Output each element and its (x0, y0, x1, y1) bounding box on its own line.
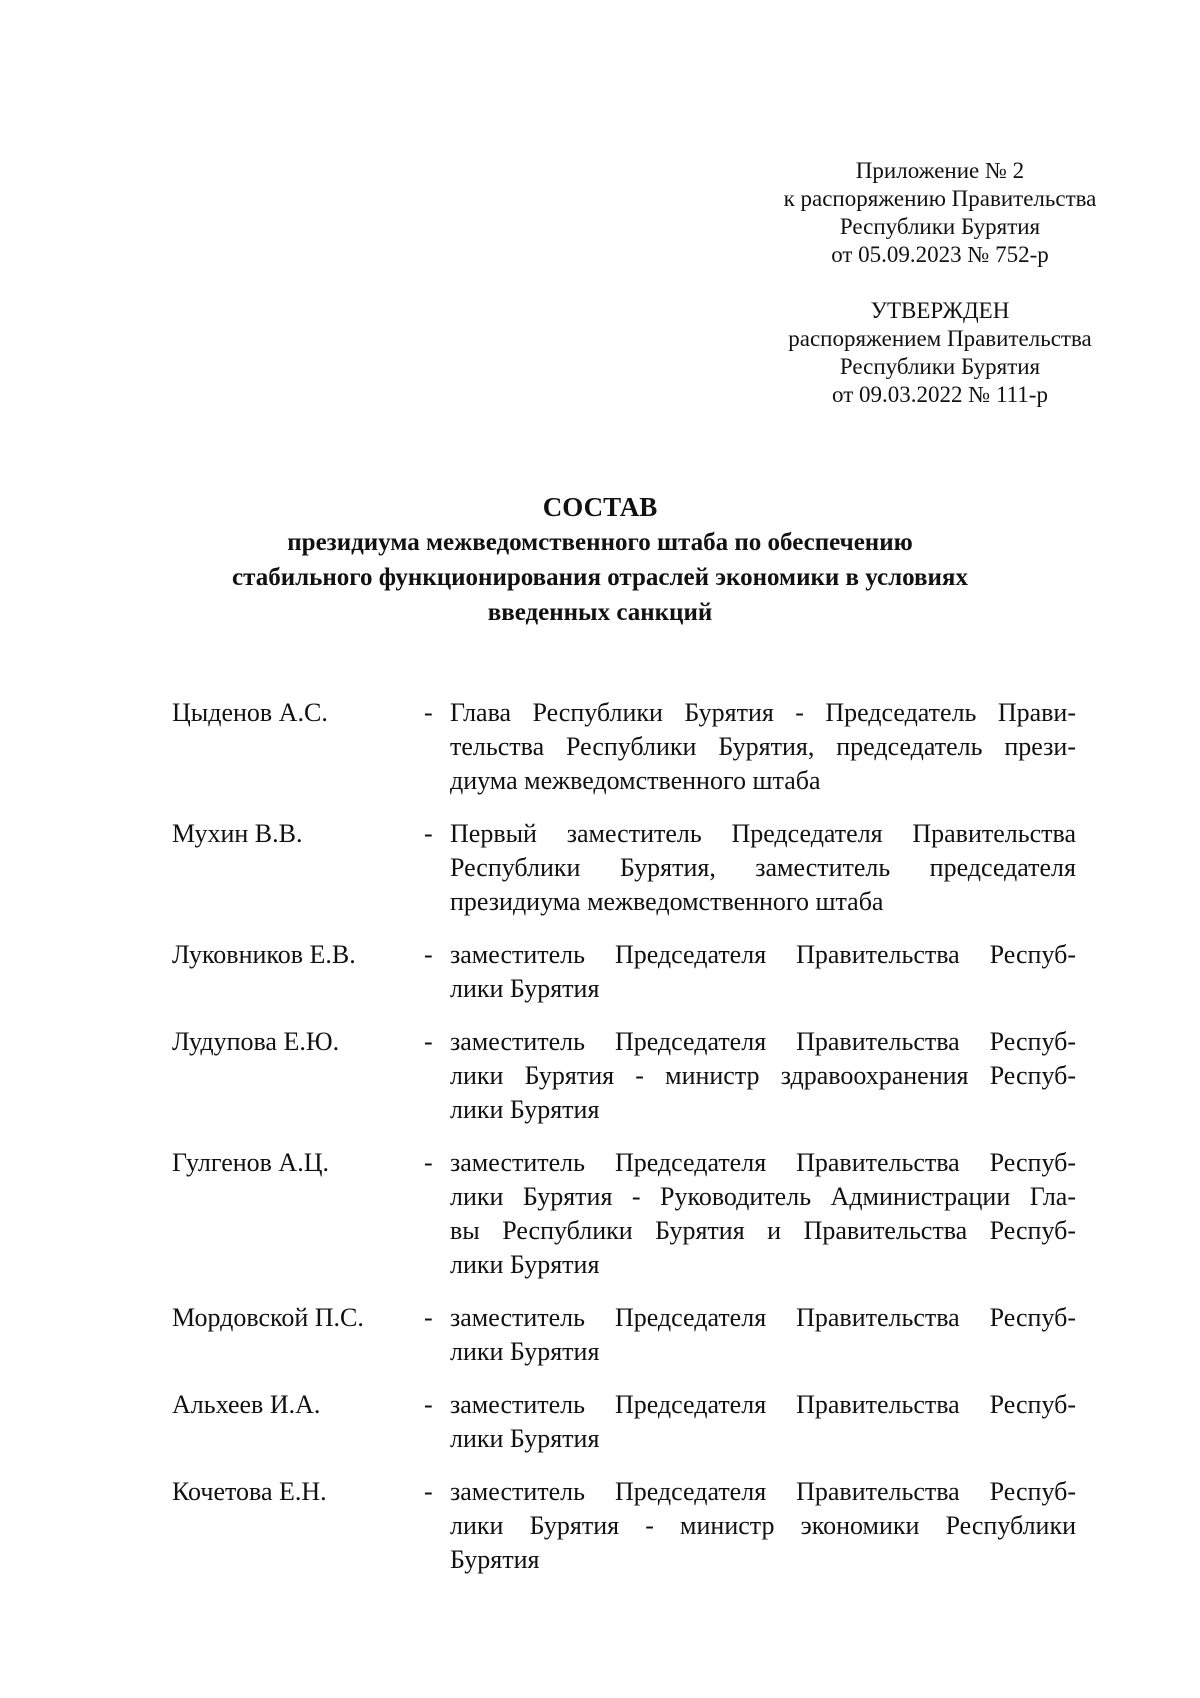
member-name: Цыденов А.С. (172, 698, 328, 727)
member-name: Луковников Е.В. (172, 940, 356, 969)
member-dash: - (424, 1148, 433, 1177)
member-name: Гулгенов А.Ц. (172, 1148, 329, 1177)
appendix-line: Приложение № 2 (855, 158, 1025, 183)
member-position (450, 817, 1076, 919)
member-dash: - (424, 940, 433, 969)
position-line: заместитель Председателя Правительства Респуб- (450, 1148, 1076, 1177)
member-position (450, 1388, 1076, 1456)
title-line: президиума межведомственного штаба по обеспечению (287, 529, 913, 556)
member-position (450, 696, 1076, 798)
member-row (172, 696, 1076, 798)
member-row (172, 1475, 1076, 1577)
position-line: Республики Бурятия, заместитель председателя (450, 853, 1076, 882)
approved-line: Республики Бурятия (839, 354, 1041, 379)
member-dash: - (424, 1303, 433, 1332)
position-line: Глава Республики Бурятия - Председатель Прави- (450, 698, 1076, 727)
appendix-line: Республики Бурятия (839, 214, 1041, 239)
member-name: Лудупова Е.Ю. (172, 1027, 340, 1056)
position-line: лики Бурятия (450, 1250, 600, 1279)
member-position (450, 938, 1076, 1006)
position-line: тельства Республики Бурятия, председатель прези- (450, 732, 1076, 761)
approved-line: распоряжением Правительства (788, 326, 1092, 351)
title-line: стабильного функционирования отраслей экономики в условиях (232, 564, 968, 591)
appendix-line: к распоряжению Правительства (783, 186, 1097, 211)
member-name: Мухин В.В. (172, 819, 303, 848)
position-line: заместитель Председателя Правительства Респуб- (450, 1477, 1076, 1506)
member-row (172, 1388, 1076, 1456)
appendix-reference (700, 157, 1180, 409)
position-line: заместитель Председателя Правительства Респуб- (450, 1390, 1076, 1419)
position-line: лики Бурятия - Руководитель Администрации Гла- (450, 1182, 1076, 1211)
member-dash: - (424, 1390, 433, 1419)
position-line: Бурятия (450, 1545, 540, 1574)
document-title (100, 490, 1100, 630)
position-line: лики Бурятия (450, 1424, 600, 1453)
position-line: заместитель Председателя Правительства Респуб- (450, 1027, 1076, 1056)
position-line: президиума межведомственного штаба (450, 887, 884, 916)
member-position (450, 1301, 1076, 1369)
member-name: Кочетова Е.Н. (172, 1477, 327, 1506)
member-row (172, 1025, 1076, 1127)
member-dash: - (424, 819, 433, 848)
position-line: лики Бурятия (450, 974, 600, 1003)
title-line: введенных санкций (487, 599, 713, 626)
position-line: лики Бурятия (450, 1337, 600, 1366)
position-line: вы Республики Бурятия и Правительства Респуб- (450, 1216, 1076, 1245)
member-dash: - (424, 1477, 433, 1506)
member-position (450, 1475, 1076, 1577)
position-line: Первый заместитель Председателя Правительства (450, 819, 1076, 848)
appendix-line: от 05.09.2023 № 752-р (831, 242, 1049, 267)
position-line: заместитель Председателя Правительства Респуб- (450, 940, 1076, 969)
member-dash: - (424, 698, 433, 727)
member-name: Альхеев И.А. (172, 1390, 321, 1419)
members-list (172, 696, 1076, 1577)
member-name: Мордовской П.С. (172, 1303, 364, 1332)
position-line: лики Бурятия (450, 1095, 600, 1124)
position-line: заместитель Председателя Правительства Респуб- (450, 1303, 1076, 1332)
approved-stamp-block (700, 297, 1180, 409)
member-row (172, 1146, 1076, 1282)
approved-line: УТВЕРЖДЕН (870, 298, 1010, 323)
position-line: лики Бурятия - министр здравоохранения Респуб- (450, 1061, 1076, 1090)
member-position (450, 1146, 1076, 1282)
approved-line: от 09.03.2022 № 111-р (832, 382, 1048, 407)
position-line: лики Бурятия - министр экономики Республики (450, 1511, 1076, 1540)
title-main: СОСТАВ (542, 492, 658, 522)
member-row (172, 938, 1076, 1006)
position-line: диума межведомственного штаба (450, 766, 821, 795)
member-row (172, 817, 1076, 919)
member-dash: - (424, 1027, 433, 1056)
member-row (172, 1301, 1076, 1369)
member-position (450, 1025, 1076, 1127)
